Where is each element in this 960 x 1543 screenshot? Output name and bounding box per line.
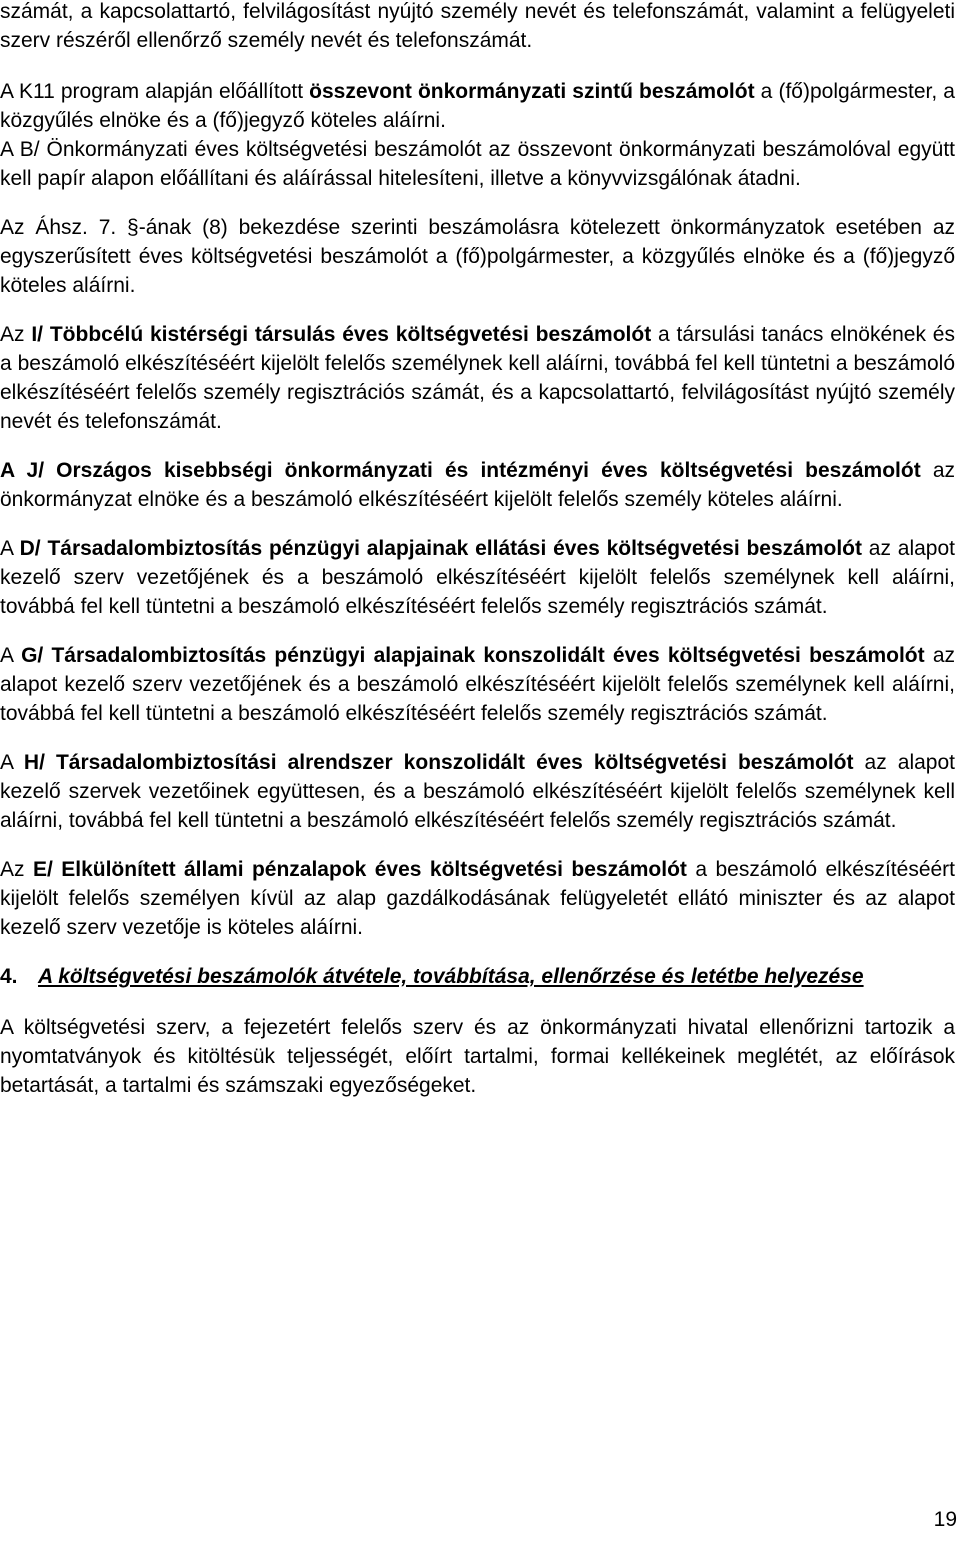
paragraph-h-tarsadalombiztositasi: A H/ Társadalombiztosítási alrendszer konszolidált éves költségvetési beszámolót az alapot kezelő szervek vezetőinek együttesen, és a beszámoló elkészítéséért kijelölt felelős személynek kell aláírni, továbbá fel kell tüntetni a beszámoló elkészítéséért felelős személy regisztrációs számát. — [0, 751, 955, 832]
paragraph-contact-info — [0, 0, 955, 55]
paragraph-text: A költségvetési szerv, a fejezetért felelős szerv és az önkormányzati hivatal ellenőrizni tartozik a nyomtatványok és kitöltésük teljességét, előírt tartalmi, formai kellékeinek meglétét, az előírások betartását, a tartalmi és számszaki egyezőségeket. — [0, 1016, 955, 1097]
bold-term: D/ — [19, 537, 41, 560]
bold-term: Többcélú kistérségi társulás éves költségvetési beszámolót — [49, 323, 652, 346]
bold-term: H/ — [23, 751, 45, 774]
paragraph-j-orszagos: A J/ Országos kisebbségi önkormányzati és intézményi éves költségvetési beszámolót az önkormányzat elnöke és a beszámoló elkészítéséért kijelölt felelős személy köteles aláírni. — [0, 459, 956, 511]
bold-term: A J/ Országos kisebbségi önkormányzati és intézményi éves költségvetési beszámolót — [0, 459, 921, 482]
paragraph-k11-program: A K11 program alapján előállított összevont önkormányzati szintű beszámolót a (fő)polgármester, a közgyűlés elnöke és a (fő)jegyző köteles aláírni. — [0, 80, 955, 132]
bold-term: E/ — [32, 858, 53, 881]
bold-term: I/ — [31, 323, 44, 346]
paragraph-text: számát, a kapcsolattartó, felvilágosítást nyújtó személy nevét és telefonszámát, valamint a felügyeleti szerv részéről ellenőrző személy nevét és telefonszámát. — [0, 0, 955, 52]
bold-term: összevont önkormányzati szintű beszámolót — [309, 80, 755, 103]
paragraph-ellenorzes — [0, 1013, 955, 1100]
paragraph-d-tarsadalombiztositas: A D/ Társadalombiztosítás pénzügyi alapjainak ellátási éves költségvetési beszámolót az alapot kezelő szerv vezetőjének és a beszámoló elkészítéséért kijelölt felelős személynek kell aláírni, továbbá fel kell tüntetni a beszámoló elkészítéséért felelős személy regisztrációs számát. — [0, 537, 955, 618]
bold-term: Társadalombiztosítás pénzügyi alapjainak ellátási éves költségvetési beszámolót — [47, 537, 862, 560]
page-number: 19 — [933, 1508, 957, 1531]
bold-term: G/ — [21, 644, 44, 667]
paragraph-i-tobbcelu: Az I/ Többcélú kistérségi társulás éves költségvetési beszámolót a társulási tanács elnökének és a beszámoló elkészítéséért kijelölt felelős személynek kell aláírni, továbbá fel kell tüntetni a beszámoló elkészítéséért felelős személy regisztrációs számát, és a kapcsolattartó, felvilágosítást nyújtó személy nevét és telefonszámát. — [0, 323, 955, 433]
section-title: A költségvetési beszámolók átvétele, továbbítása, ellenőrzése és letétbe helyezése — [38, 965, 864, 988]
paragraph-g-tarsadalombiztositas: A G/ Társadalombiztosítás pénzügyi alapjainak konszolidált éves költségvetési beszámolót az alapot kezelő szerv vezetőjének és a beszámoló elkészítéséért kijelölt felelős személynek kell aláírni, továbbá fel kell tüntetni a beszámoló elkészítéséért felelős személy regisztrációs számát. — [0, 644, 956, 725]
paragraph-text: Az Áhsz. 7. §-ának (8) bekezdése szerinti beszámolásra kötelezett önkormányzatok esetében az egyszerűsített éves költségvetési beszámolót a (fő)polgármester, a közgyűlés elnöke és a (fő)jegyző köteles aláírni. — [0, 216, 955, 297]
bold-term: Társadalombiztosítás pénzügyi alapjainak konszolidált éves költségvetési beszámolót — [51, 644, 925, 667]
paragraph-b-onkormanyzati — [0, 135, 955, 193]
bold-term: Társadalombiztosítási alrendszer konszolidált éves költségvetési beszámolót — [55, 751, 854, 774]
section-number: 4. — [0, 965, 18, 988]
bold-term: Elkülönített állami pénzalapok éves költségvetési beszámolót — [61, 858, 687, 881]
section-heading — [0, 962, 955, 991]
paragraph-ahsz — [0, 213, 955, 300]
paragraph-e-elkulonitett: Az E/ Elkülönített állami pénzalapok éves költségvetési beszámolót a beszámoló elkészítéséért kijelölt felelős személyen kívül az alap gazdálkodásának felügyeletét ellátó miniszter és az alapot kezelő szerv vezetője is köteles aláírni. — [0, 858, 956, 939]
paragraph-text: A B/ Önkormányzati éves költségvetési beszámolót az összevont önkormányzati beszámolóval együtt kell papír alapon előállítani és aláírással hitelesíteni, illetve a könyvvizsgálónak átadni. — [0, 138, 955, 190]
